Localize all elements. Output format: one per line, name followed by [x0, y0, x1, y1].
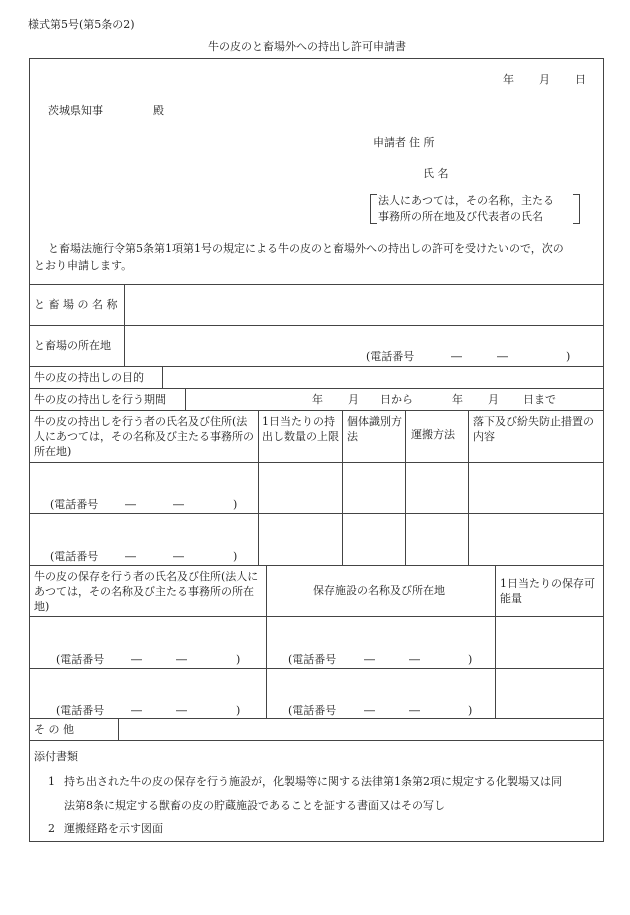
storer-header: 牛の皮の保存を行う者の氏名及び住所(法人にあつては，その名称及び主たる事務所の所在地)	[34, 570, 259, 613]
carrier-dash: ―	[125, 550, 136, 563]
storer-close: )	[236, 704, 241, 717]
slaughterhouse-location-label: と畜場の所在地	[34, 339, 111, 352]
rule	[342, 410, 343, 565]
rule	[29, 740, 604, 741]
purpose-label: 牛の皮の持出しの目的	[34, 371, 144, 384]
phone-close: )	[566, 350, 571, 363]
addressee: 茨城県知事	[48, 104, 103, 117]
storer-close: )	[236, 653, 241, 666]
rule	[495, 565, 496, 718]
attachment-1-line1: 持ち出された牛の皮の保存を行う施設が，化製場等に関する法律第1条第2項に規定する化製場又は同	[64, 775, 562, 788]
rule	[29, 513, 604, 514]
corp-note-line2: 事務所の所在地及び代表者の氏名	[378, 210, 543, 223]
form-number: 様式第5号(第5条の2)	[28, 18, 135, 31]
facility-close: )	[468, 704, 473, 717]
transport-header: 運搬方法	[411, 428, 455, 441]
attachment-1-line2: 法第8条に規定する獣畜の皮の貯蔵施設であることを証する書面又はその写し	[64, 799, 445, 812]
individual-id-header: 個体識別方法	[347, 415, 402, 443]
facility-phone-2: (電話番号	[288, 704, 337, 717]
corp-note-line1: 法人にあつては，その名称，主たる	[378, 194, 554, 207]
facility-phone-1: (電話番号	[288, 653, 337, 666]
storer-dash: ―	[131, 704, 142, 717]
date-day: 日	[575, 73, 586, 86]
attachment-2-text: 運搬経路を示す図面	[64, 822, 163, 835]
period-from-year: 年	[312, 393, 323, 406]
period-from-day: 日から	[380, 393, 413, 406]
address-label: 住 所	[409, 136, 435, 149]
carrier-phone-1: (電話番号	[50, 498, 99, 511]
rule	[162, 366, 163, 388]
rule	[29, 462, 604, 463]
facility-dash: ―	[409, 653, 420, 666]
facility-close: )	[468, 653, 473, 666]
other-label: そ の 他	[34, 723, 74, 736]
facility-dash: ―	[364, 704, 375, 717]
rule	[29, 284, 604, 285]
phone-dash: ―	[451, 350, 462, 363]
storer-phone-1: (電話番号	[56, 653, 105, 666]
period-from-month: 月	[348, 393, 359, 406]
rule	[266, 565, 267, 718]
period-to-year: 年	[452, 393, 463, 406]
rule	[405, 410, 406, 565]
rule	[29, 366, 604, 367]
date-month: 月	[539, 73, 550, 86]
facility-dash: ―	[364, 653, 375, 666]
carrier-header: 牛の皮の持出しを行う者の氏名及び住所(法人にあつては，その名称及び主たる事務所の所在地)	[34, 415, 254, 458]
carrier-close: )	[233, 550, 238, 563]
period-to-month: 月	[488, 393, 499, 406]
form-title: 牛の皮のと畜場外への持出し許可申請書	[208, 40, 406, 53]
rule	[29, 616, 604, 617]
storer-dash: ―	[176, 653, 187, 666]
rule	[29, 718, 604, 719]
rule	[468, 410, 469, 565]
phone-label: (電話番号	[366, 350, 415, 363]
rule	[29, 388, 604, 389]
attachment-2-number: 2	[48, 822, 55, 835]
rule	[258, 410, 259, 565]
carrier-dash: ―	[173, 498, 184, 511]
rule	[185, 388, 186, 410]
honorific: 殿	[153, 104, 164, 117]
prevention-header: 落下及び紛失防止措置の内容	[473, 415, 594, 443]
carrier-dash: ―	[173, 550, 184, 563]
capacity-header: 1日当たりの保存可能量	[500, 577, 595, 605]
date-year: 年	[503, 73, 514, 86]
storer-dash: ―	[176, 704, 187, 717]
carrier-phone-2: (電話番号	[50, 550, 99, 563]
carrier-close: )	[233, 498, 238, 511]
slaughterhouse-name-label: と 畜 場 の 名 称	[34, 298, 118, 311]
facility-dash: ―	[409, 704, 420, 717]
body-text-line1: と畜場法施行令第5条第1項第1号の規定による牛の皮のと畜場外への持出しの許可を受けたいので，次の	[48, 242, 564, 255]
attachment-1-number: 1	[48, 775, 55, 788]
left-bracket	[370, 194, 377, 224]
daily-limit-header: 1日当たりの持出し数量の上限	[262, 415, 339, 443]
rule	[118, 718, 119, 740]
carrier-dash: ―	[125, 498, 136, 511]
period-label: 牛の皮の持出しを行う期間	[34, 393, 166, 406]
storer-phone-2: (電話番号	[56, 704, 105, 717]
right-bracket	[573, 194, 580, 224]
rule	[29, 325, 604, 326]
attachments-title: 添付書類	[34, 750, 78, 763]
rule	[124, 284, 125, 366]
rule	[29, 668, 604, 669]
period-to-day: 日まで	[523, 393, 556, 406]
storer-dash: ―	[131, 653, 142, 666]
body-text-line2: とおり申請します。	[34, 259, 133, 272]
name-label: 氏 名	[423, 167, 449, 180]
rule	[29, 565, 604, 566]
phone-dash: ―	[497, 350, 508, 363]
applicant-label: 申請者	[373, 136, 406, 149]
rule	[29, 410, 604, 411]
facility-header: 保存施設の名称及び所在地	[313, 584, 445, 597]
